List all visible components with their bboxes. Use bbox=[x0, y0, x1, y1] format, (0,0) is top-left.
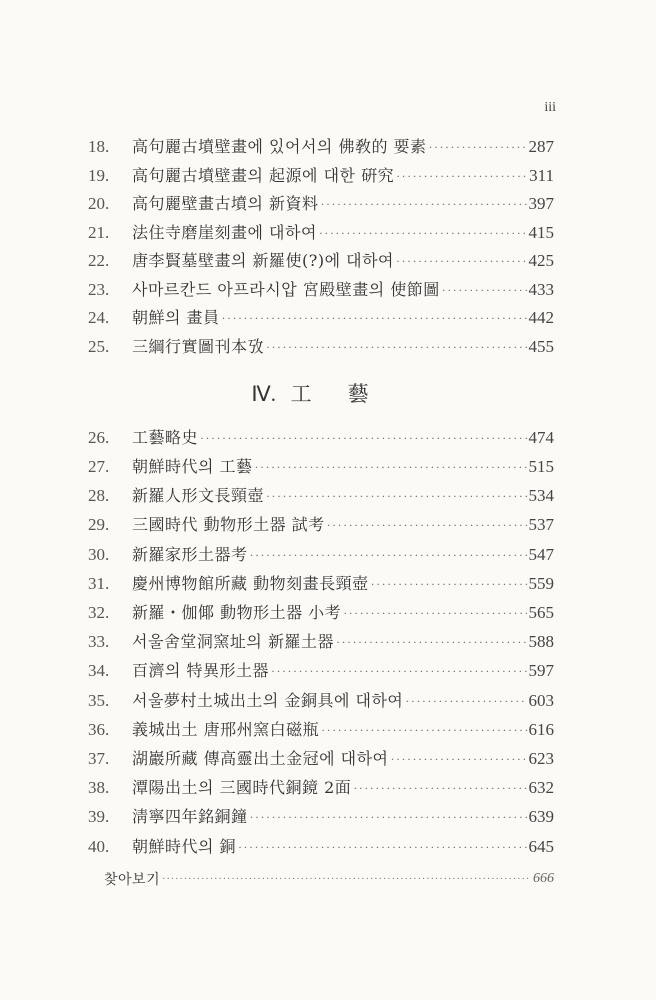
dot-leader bbox=[442, 278, 527, 302]
entry-title: 工藝略史 bbox=[132, 428, 199, 447]
entry-number: 40. bbox=[88, 837, 110, 856]
dot-leader bbox=[405, 689, 526, 713]
entry-number: 36. bbox=[88, 720, 110, 739]
entry-title: 三綱行實圖刊本攷 bbox=[132, 337, 265, 356]
entry-page: 433 bbox=[528, 280, 554, 299]
entry-title: 三國時代 動物形土器 試考 bbox=[132, 515, 325, 534]
entry-number: 25. bbox=[88, 337, 110, 356]
index-entry[interactable] bbox=[104, 868, 554, 890]
dot-leader bbox=[162, 874, 531, 885]
dot-leader bbox=[371, 572, 527, 596]
entry-number: 31. bbox=[88, 574, 110, 593]
entry-page: 534 bbox=[528, 486, 554, 505]
entry-number: 30. bbox=[88, 545, 110, 564]
dot-leader bbox=[353, 776, 526, 800]
entry-title: 義城出土 唐邢州窯白磁瓶 bbox=[132, 720, 320, 739]
dot-leader bbox=[319, 221, 527, 245]
entry-title: 高句麗壁畫古墳의 新資料 bbox=[132, 194, 319, 213]
entry-page: 623 bbox=[528, 749, 554, 768]
toc-entry[interactable] bbox=[88, 835, 554, 859]
toc-entry[interactable] bbox=[88, 135, 554, 159]
entry-page: 547 bbox=[528, 545, 554, 564]
toc-entry[interactable] bbox=[88, 513, 554, 537]
entry-page: 474 bbox=[528, 428, 554, 447]
entry-page: 397 bbox=[528, 194, 554, 213]
dot-leader bbox=[343, 601, 526, 625]
entry-page: 588 bbox=[528, 632, 554, 651]
entry-title: 唐李賢墓壁畫의 新羅使(?)에 대하여 bbox=[132, 251, 395, 270]
toc-entry[interactable] bbox=[88, 278, 554, 302]
dot-leader bbox=[271, 659, 526, 683]
section-title: 工藝 bbox=[290, 382, 405, 406]
toc-entry[interactable] bbox=[88, 455, 554, 479]
dot-leader bbox=[327, 513, 527, 537]
entry-number: 33. bbox=[88, 632, 110, 651]
dot-leader bbox=[266, 335, 526, 359]
entry-number: 29. bbox=[88, 515, 110, 534]
toc-entry[interactable] bbox=[88, 689, 554, 713]
dot-leader bbox=[396, 249, 526, 273]
entry-title: 百濟의 特異形土器 bbox=[132, 661, 270, 680]
entry-number: 19. bbox=[88, 166, 110, 185]
entry-title: 淸寧四年銘銅鐘 bbox=[132, 807, 248, 826]
entry-page: 311 bbox=[529, 166, 554, 185]
toc-entry[interactable] bbox=[88, 718, 554, 742]
entry-number: 26. bbox=[88, 428, 110, 447]
entry-page: 645 bbox=[528, 837, 554, 856]
toc-entry[interactable] bbox=[88, 306, 554, 330]
entry-number: 39. bbox=[88, 807, 110, 826]
entry-page: 425 bbox=[528, 251, 554, 270]
entry-title: 潭陽出土의 三國時代銅鏡 2面 bbox=[132, 778, 352, 797]
entry-title: 高句麗古墳壁畫의 起源에 대한 硏究 bbox=[132, 166, 395, 185]
dot-leader bbox=[266, 484, 526, 508]
toc-entry[interactable] bbox=[88, 572, 554, 596]
entry-title: 朝鮮時代의 銅 bbox=[132, 837, 237, 856]
dot-leader bbox=[238, 835, 526, 859]
entry-title: 高句麗古墳壁畫에 있어서의 佛敎的 要素 bbox=[132, 137, 427, 156]
index-page: 666 bbox=[533, 871, 554, 886]
toc-entry[interactable] bbox=[88, 747, 554, 771]
entry-page: 287 bbox=[528, 137, 554, 156]
toc-entry[interactable] bbox=[88, 192, 554, 216]
page-number: iii bbox=[544, 100, 556, 115]
entry-title: 法住寺磨崖刻畫에 대하여 bbox=[132, 223, 317, 242]
entry-page: 455 bbox=[528, 337, 554, 356]
entry-title: 新羅・伽倻 動物形土器 小考 bbox=[132, 603, 342, 622]
dot-leader bbox=[250, 543, 527, 567]
dot-leader bbox=[336, 630, 527, 654]
entry-page: 537 bbox=[528, 515, 554, 534]
entry-number: 38. bbox=[88, 778, 110, 797]
dot-leader bbox=[321, 718, 526, 742]
toc-entry[interactable] bbox=[88, 601, 554, 625]
entry-number: 27. bbox=[88, 457, 110, 476]
entry-number: 22. bbox=[88, 251, 110, 270]
entry-page: 559 bbox=[528, 574, 554, 593]
entry-number: 32. bbox=[88, 603, 110, 622]
dot-leader bbox=[250, 805, 527, 829]
toc-entry[interactable] bbox=[88, 630, 554, 654]
toc-entry[interactable] bbox=[88, 543, 554, 567]
section-heading bbox=[0, 378, 656, 408]
toc-entry[interactable] bbox=[88, 249, 554, 273]
entry-title: 서울舍堂洞窯址의 新羅土器 bbox=[132, 632, 334, 651]
entry-page: 597 bbox=[528, 661, 554, 680]
dot-leader bbox=[222, 306, 527, 330]
entry-number: 37. bbox=[88, 749, 110, 768]
toc-entry[interactable] bbox=[88, 164, 554, 188]
entry-title: 朝鮮時代의 工藝 bbox=[132, 457, 253, 476]
entry-number: 34. bbox=[88, 661, 110, 680]
entry-page: 639 bbox=[528, 807, 554, 826]
entry-page: 442 bbox=[528, 308, 554, 327]
toc-entry[interactable] bbox=[88, 659, 554, 683]
entry-title: 新羅人形文長頸壺 bbox=[132, 486, 265, 505]
dot-leader bbox=[429, 135, 527, 159]
toc-entry[interactable] bbox=[88, 805, 554, 829]
toc-entry[interactable] bbox=[88, 484, 554, 508]
entry-page: 616 bbox=[528, 720, 554, 739]
entry-title: 湖巖所藏 傳高靈出土金冠에 대하여 bbox=[132, 749, 389, 768]
dot-leader bbox=[321, 192, 527, 216]
entry-title: 慶州博物館所藏 動物刻畫長頸壺 bbox=[132, 574, 369, 593]
index-title: 찾아보기 bbox=[104, 872, 161, 888]
dot-leader bbox=[391, 747, 527, 771]
section-numeral: Ⅳ. bbox=[251, 382, 276, 406]
entry-number: 24. bbox=[88, 308, 110, 327]
dot-leader bbox=[396, 164, 527, 188]
entry-number: 18. bbox=[88, 137, 110, 156]
entry-title: 사마르칸드 아프라시압 宮殿壁畫의 使節圖 bbox=[132, 280, 440, 299]
dot-leader bbox=[255, 455, 527, 479]
entry-page: 565 bbox=[528, 603, 554, 622]
entry-page: 603 bbox=[528, 691, 554, 710]
toc-entry[interactable] bbox=[88, 221, 554, 245]
entry-number: 35. bbox=[88, 691, 110, 710]
toc-entry[interactable] bbox=[88, 426, 554, 450]
entry-page: 632 bbox=[528, 778, 554, 797]
entry-title: 朝鮮의 畫員 bbox=[132, 308, 220, 327]
entry-number: 28. bbox=[88, 486, 110, 505]
entry-title: 서울夢村土城出土의 金銅具에 대하여 bbox=[132, 691, 404, 710]
toc-entry[interactable] bbox=[88, 776, 554, 800]
dot-leader bbox=[200, 426, 526, 450]
entry-page: 415 bbox=[528, 223, 554, 242]
entry-page: 515 bbox=[528, 457, 554, 476]
entry-number: 20. bbox=[88, 194, 110, 213]
entry-number: 23. bbox=[88, 280, 110, 299]
entry-title: 新羅家形土器考 bbox=[132, 545, 248, 564]
toc-entry[interactable] bbox=[88, 335, 554, 359]
entry-number: 21. bbox=[88, 223, 110, 242]
